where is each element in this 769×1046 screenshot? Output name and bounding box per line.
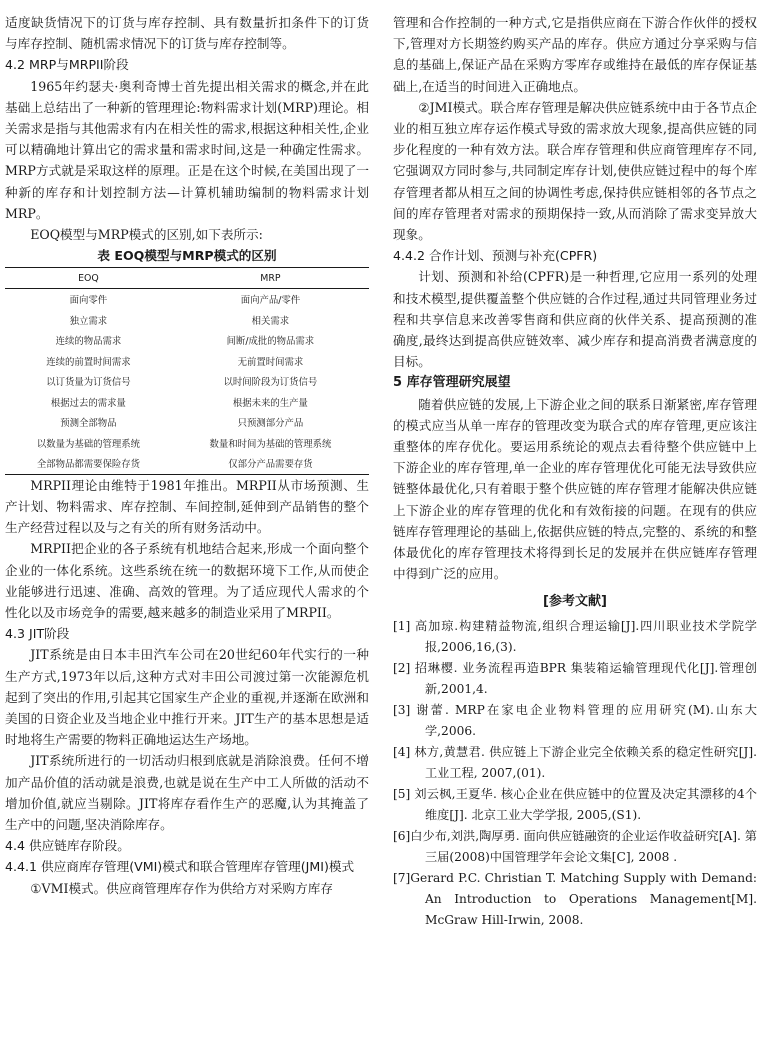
- table-cell: 根据未来的生产量: [232, 397, 308, 409]
- table-row: [5, 310, 369, 331]
- table-header-row: [5, 268, 369, 289]
- mrpii-paragraph-1: MRPII理论由维特于1981年推出。MRPII从市场预测、生产计划、物料需求、库存控制、车间控制,延伸到产品销售的整个生产经营过程以及与之有关的所有财务活动中。: [5, 477, 369, 536]
- jit-paragraph-2: JIT系统所进行的一切活动归根到底就是消除浪费。任何不增加产品价值的活动就是浪费,也就是说在生产中工人所做的活动不增加价值,就应当剔除。JIT将库存看作生产的恶魔,认为其掩盖了生产中的问题,坚决消除库存。: [5, 753, 369, 832]
- reference-item: [3] 谢蕾. MRP在家电企业物料管理的应用研究(M).山东大学,2006.: [393, 703, 757, 739]
- table-cell: 面向产品/零件: [240, 295, 301, 307]
- table-cell: 连续的物品需求: [55, 336, 122, 348]
- reference-item: [6]白少布,刘洪,陶厚勇. 面向供应链融资的企业运作收益研究[A]. 第三届(2008)中国管理学年会论文集[C], 2008 .: [393, 829, 757, 865]
- mrpii-paragraph-2: MRPII把企业的各子系统有机地结合起来,形成一个面向整个企业的一体化系统。这些系统在统一的数据环境下工作,从而使企业能够进行迅速、准确、高效的管理。为了适应现代人需求的个性化以及市场竞争的需要,越来越多的制造业采用了MRPII。: [5, 541, 369, 620]
- section-heading-4-2: 4.2 MRP与MRPII阶段: [5, 57, 129, 73]
- mrp-paragraph: 1965年约瑟夫·奥利奇博士首先提出相关需求的概念,并在此基础上总结出了一种新的管理理论:物料需求计划(MRP)理论。相关需求是指与其他需求有内在相关性的需求,根据这种相关性,企业可以精确地计算出它的需求量和需求时间,这是一种确定性需求。MRP方式就是采取这样的原理。正是在这个时候,在美国出现了一种新的库存和计划控制方法—计算机辅助编制的物料需求计划MRP。: [5, 78, 369, 221]
- table-cell: 以订货量为订货信号: [46, 377, 131, 389]
- table-cell: 全部物品都需要保险存货: [5, 453, 172, 474]
- jit-paragraph-1: JIT系统是由日本丰田汽车公司在20世纪60年代实行的一种生产方式,1973年以后,这种方式对丰田公司渡过第一次能源危机起到了突出的作用,引起其它国家生产企业的重视,并逐渐在欧洲和美国的日资企业及当地企业中推行开来。JIT生产的基本思想是适时地将生产需要的物料正确地运达生产场地。: [5, 647, 369, 748]
- vmi-paragraph: ①VMI模式。供应商管理库存作为供给方对采购方库存: [30, 880, 333, 896]
- section-heading-4-4-2: 4.4.2 合作计划、预测与补充(CPFR): [393, 248, 598, 264]
- section-heading-5: 5 库存管理研究展望: [393, 375, 511, 391]
- section-heading-4-4-1: 4.4.1 供应商库存管理(VMI)模式和联合管理库存管理(JMI)模式: [5, 859, 355, 875]
- table-row: [5, 351, 369, 372]
- table-cell: 以时间阶段为订货信号: [223, 377, 318, 389]
- references-title: [参考文献]: [543, 594, 607, 610]
- right-column: [393, 12, 757, 931]
- reference-item: [4] 林方,黄慧君. 供应链上下游企业完全依赖关系的稳定性研究[J]. 工业工程, 2007,(01).: [393, 745, 757, 781]
- reference-item: [7]Gerard P.C. Christian T. Matching Supply with Demand: An Introduction to Operations Management[M]. McGraw Hill-Irwin, 2008.: [393, 871, 757, 928]
- table-header-eoq: EOQ: [5, 268, 172, 289]
- left-column: [5, 12, 369, 899]
- table-cell: 面向零件: [69, 295, 108, 307]
- table-cell: 数量和时间为基础的管理系统: [209, 438, 332, 450]
- jmi-paragraph: ②JMI模式。联合库存管理是解决供应链系统中由于各节点企业的相互独立库存运作模式导致的需求放大现象,提高供应链的同步化程度的一种有效方法。联合库存管理和供应商管理库存不同,它强调双方同时参与,共同制定库存计划,使供应链过程中的每个库存管理者都从相互之间的协调性考虑,保持供应链相邻的各节点之间的库存管理者对需求的预期保持一致,从而消除了需求变异放大现象。: [393, 99, 757, 243]
- eoq-intro-paragraph: EOQ模型与MRP模式的区别,如下表所示:: [30, 227, 263, 243]
- reference-item: [1] 高加琼.构建精益物流,组织合理运输[J].四川职业技术学院学报,2006,16,(3).: [393, 619, 757, 655]
- table-cell: 间断/成批的物品需求: [226, 336, 315, 348]
- table-row: [5, 433, 369, 454]
- cpfr-paragraph: 计划、预测和补给(CPFR)是一种哲理,它应用一系列的处理和技术模型,提供覆盖整个供应链的合作过程,通过共同管理业务过程和共享信息来改善零售商和供应商的伙伴关系、提高预测的准确度,最终达到提高供应链效率、减少库存和提高消费者满意度的目标。: [393, 269, 757, 370]
- reference-item: [5] 刘云枫,王夏华. 核心企业在供应链中的位置及决定其漂移的4个维度[J]. 北京工业大学学报, 2005,(S1).: [393, 787, 757, 823]
- table-cell: 以数量为基础的管理系统: [36, 438, 140, 450]
- table-row: [5, 371, 369, 392]
- table-cell: 只预测部分产品: [237, 418, 304, 430]
- intro-paragraph: 适度缺货情况下的订货与库存控制、具有数量折扣条件下的订货与库存控制、随机需求情况下的订货与库存控制等。: [5, 15, 369, 52]
- table-header-mrp: MRP: [172, 268, 369, 289]
- table-row: [5, 412, 369, 433]
- table-row: [5, 453, 369, 474]
- reference-item: [2] 招琳樱. 业务流程再造BPR 集装箱运输管理现代化[J].管理创新,2001,4.: [393, 661, 757, 697]
- table-cell: 仅部分产品需要存货: [172, 453, 369, 474]
- table-cell: 连续的前置时间需求: [46, 356, 131, 368]
- outlook-paragraph: 随着供应链的发展,上下游企业之间的联系日渐紧密,库存管理的模式应当从单一库存的管理改变为联合式的库存管理,更应该注重整体的库存优化。要运用系统论的观点去看待整个供应链中上下游企业的库存管理,单一企业的库存管理优化可能无法导致供应链整体最优化,只有着眼于整个供应链的库存管理才能解决供应链上下游企业的库存管理的优化和有效衔接的问题。在现有的供应链库存管理理论的基础上,依据供应链的特点,完整的、系统的和整体最优化的库存管理技术将得到长足的发展并在供应链库存管理中得到广泛的应用。: [393, 396, 757, 582]
- table-cell: 独立需求: [69, 315, 108, 327]
- table-row: [5, 392, 369, 413]
- table-cell: 根据过去的需求量: [50, 397, 126, 409]
- section-heading-4-3: 4.3 JIT阶段: [5, 626, 70, 642]
- table-row: [5, 289, 369, 310]
- table-cell: 无前置时间需求: [237, 356, 304, 368]
- comparison-table: [5, 267, 369, 475]
- vmi-continued-paragraph: 管理和合作控制的一种方式,它是指供应商在下游合作伙伴的授权下,管理对方长期签约购买产品的库存。供应方通过分享采购与信息的基础上,保证产品在采购方零库存或维持在最低的库存保证基础上,在适当的时间进入正确地点。: [393, 15, 757, 94]
- table-cell: 预测全部物品: [60, 418, 117, 430]
- table-row: [5, 330, 369, 351]
- table-cell: 相关需求: [251, 315, 290, 327]
- section-heading-4-4: 4.4 供应链库存阶段。: [5, 838, 130, 854]
- table-caption: 表 EOQ模型与MRP模式的区别: [97, 248, 277, 264]
